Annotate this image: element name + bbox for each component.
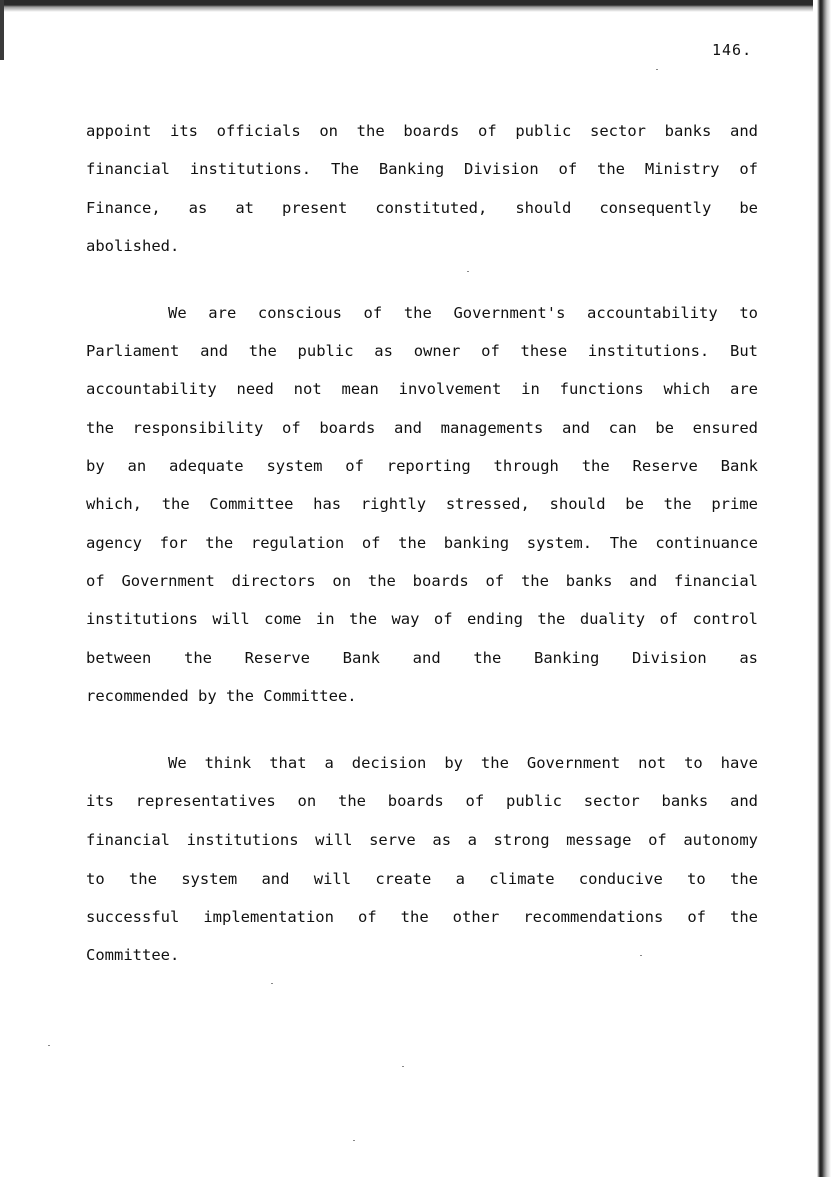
scan-speck bbox=[640, 955, 642, 956]
text-line: agency for the regulation of the banking system. The continuance bbox=[86, 534, 758, 552]
scan-left-border bbox=[0, 0, 4, 60]
scan-speck bbox=[271, 983, 273, 984]
text-line: institutions will come in the way of ending the duality of control bbox=[86, 610, 758, 628]
text-line: to the system and will create a climate conducive to the bbox=[86, 870, 758, 888]
text-line: by an adequate system of reporting through the Reserve Bank bbox=[86, 457, 758, 475]
text-line: appoint its officials on the boards of public sector banks and bbox=[86, 122, 758, 140]
text-line: between the Reserve Bank and the Banking Division as bbox=[86, 649, 758, 667]
text-line: which, the Committee has rightly stressed, should be the prime bbox=[86, 495, 758, 513]
scan-top-border bbox=[0, 0, 831, 12]
text-line: We are conscious of the Government's accountability to bbox=[168, 304, 758, 322]
scan-speck bbox=[402, 1066, 404, 1067]
scan-speck bbox=[656, 69, 658, 70]
text-line: We think that a decision by the Government not to have bbox=[168, 754, 758, 772]
text-line: recommended by the Committee. bbox=[86, 687, 357, 705]
text-line: of Government directors on the boards of the banks and financial bbox=[86, 572, 758, 590]
text-line: financial institutions will serve as a strong message of autonomy bbox=[86, 831, 758, 849]
scan-speck bbox=[467, 271, 469, 272]
text-line: successful implementation of the other recommendations of the bbox=[86, 908, 758, 926]
text-line: its representatives on the boards of public sector banks and bbox=[86, 792, 758, 810]
text-line: Finance, as at present constituted, should consequently be bbox=[86, 199, 758, 217]
text-line: Committee. bbox=[86, 946, 180, 964]
text-line: accountability need not mean involvement in functions which are bbox=[86, 380, 758, 398]
scan-right-border bbox=[813, 0, 831, 1177]
scan-speck bbox=[353, 1140, 355, 1141]
text-line: financial institutions. The Banking Division of the Ministry of bbox=[86, 160, 758, 178]
text-line: Parliament and the public as owner of these institutions. But bbox=[86, 342, 758, 360]
page-number: 146. bbox=[712, 41, 753, 59]
scan-speck bbox=[48, 1045, 50, 1046]
text-line: the responsibility of boards and managements and can be ensured bbox=[86, 419, 758, 437]
text-line: abolished. bbox=[86, 237, 180, 255]
